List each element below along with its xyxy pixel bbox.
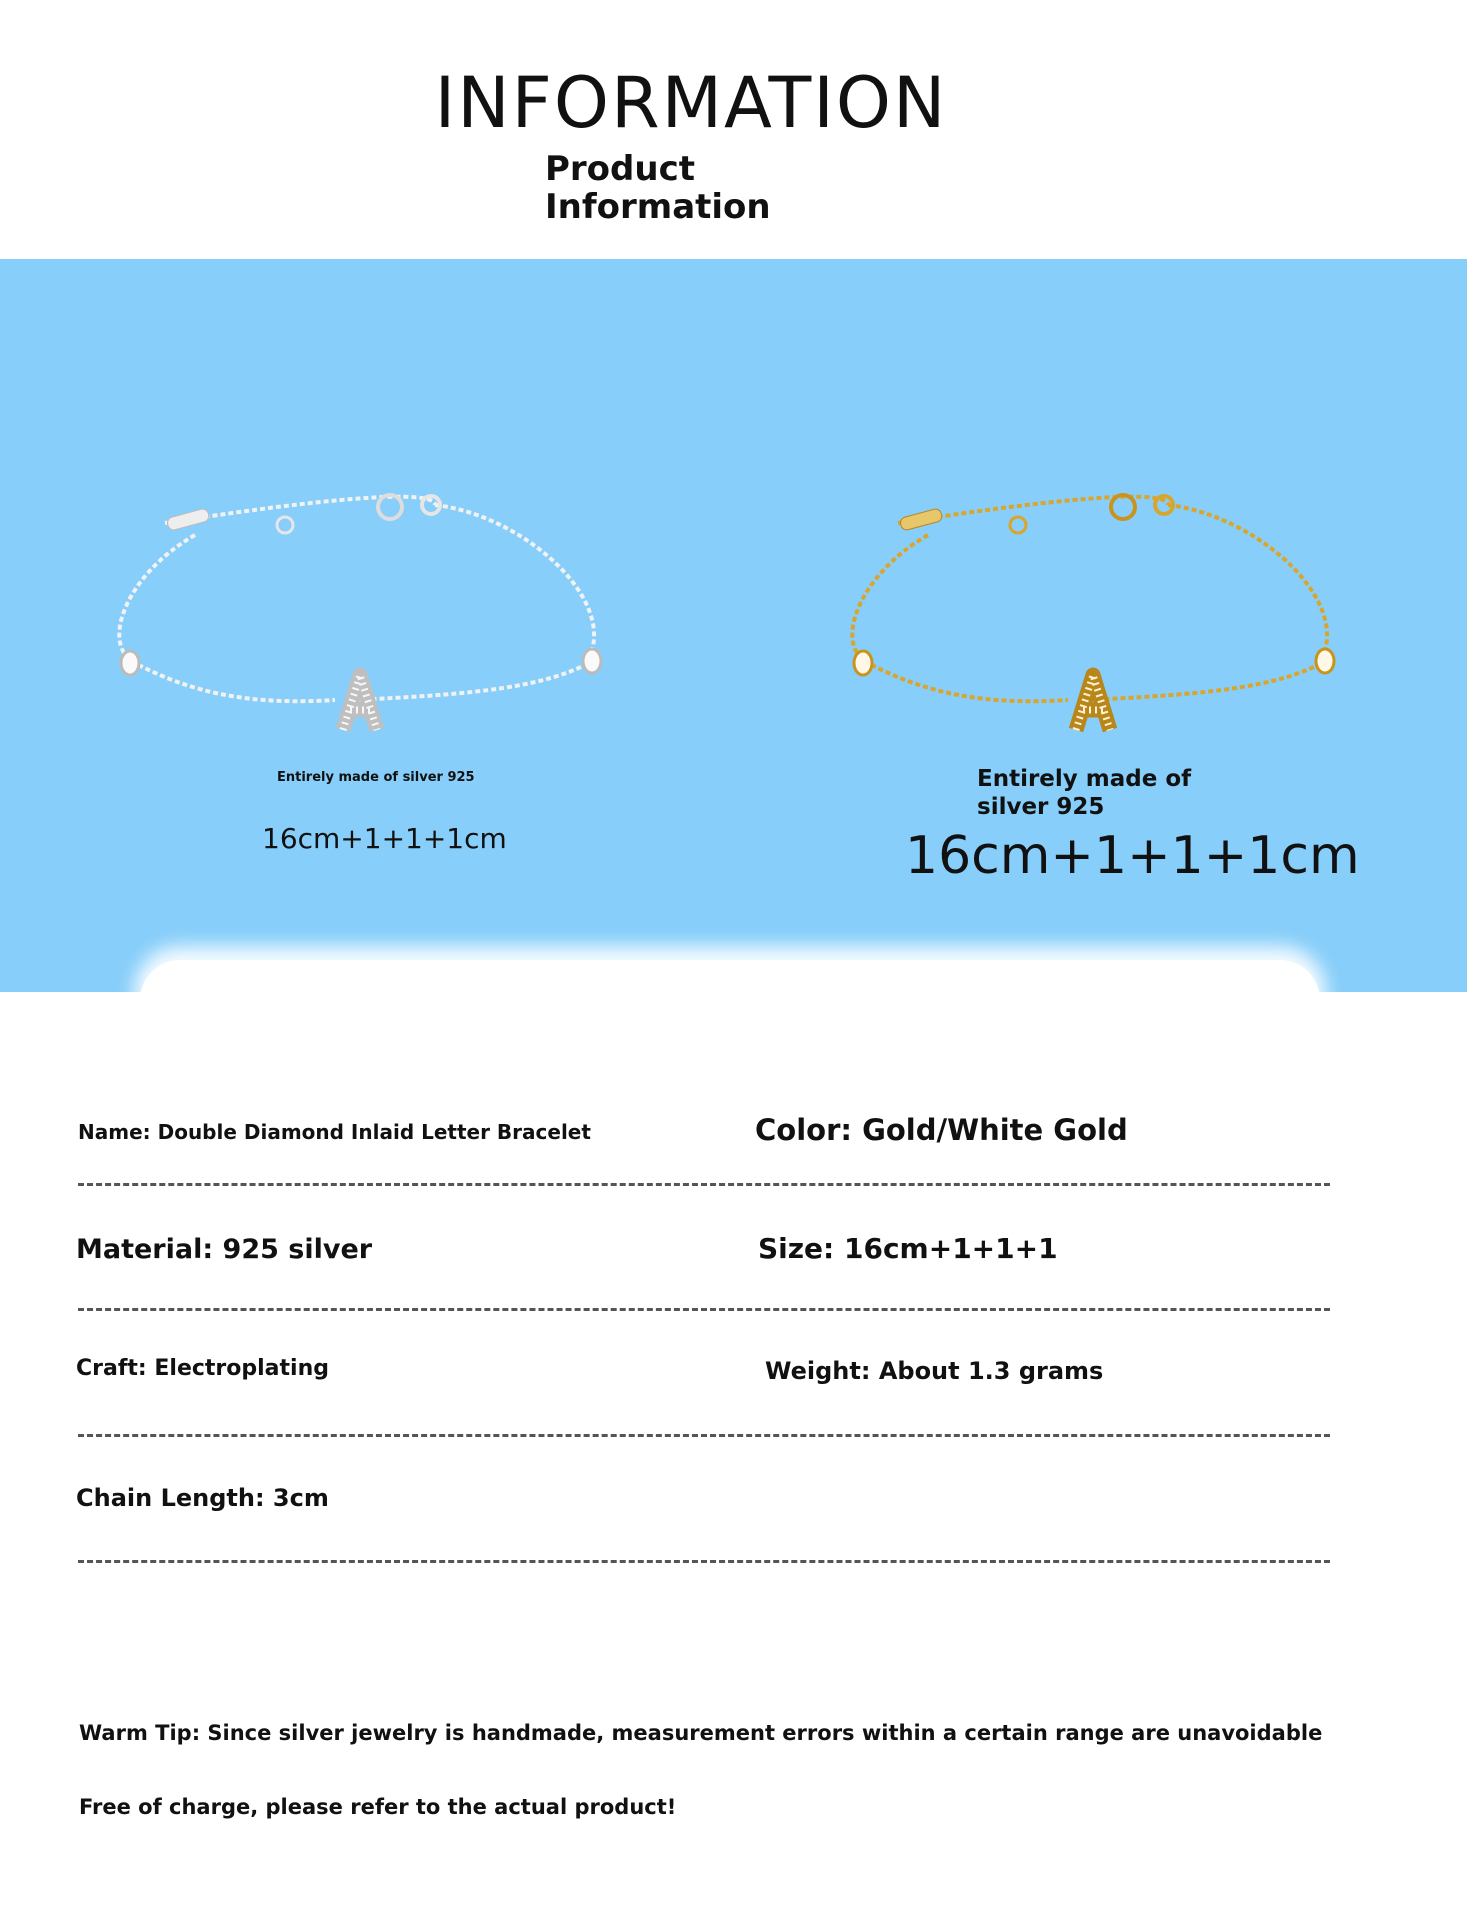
gold-bracelet-image [838,485,1358,745]
spec-color: Color: Gold/White Gold [755,1113,1128,1147]
spec-weight: Weight: About 1.3 grams [765,1357,1104,1385]
spec-craft: Craft: Electroplating [76,1356,329,1381]
warm-tip: Warm Tip: Since silver jewelry is handmade, measurement errors within a certain range are unavoidable [79,1721,1323,1745]
subtitle-line-1: Product [545,149,695,189]
spec-size: Size: 16cm+1+1+1 [758,1232,1058,1265]
divider [78,1308,1330,1311]
silver-bracelet-image [105,485,625,745]
banner-fade [140,960,1320,1020]
page-title: INFORMATION [434,62,948,144]
divider [78,1560,1330,1563]
spec-chain-length: Chain Length: 3cm [76,1484,329,1512]
gold-caption-line-1: Entirely made of [977,766,1192,792]
free-of-charge-note: Free of charge, please refer to the actual product! [79,1795,677,1819]
silver-size-label: 16cm+1+1+1cm [262,822,507,855]
gold-caption-line-2: silver 925 [977,794,1105,820]
spec-name: Name: Double Diamond Inlaid Letter Bracelet [78,1120,591,1144]
gold-size-label: 16cm+1+1+1cm [905,826,1360,886]
page-subtitle [545,150,771,226]
spec-material: Material: 925 silver [76,1234,373,1265]
silver-caption: Entirely made of silver 925 [277,770,475,785]
gold-caption [977,765,1217,821]
divider [78,1183,1330,1186]
subtitle-line-2: Information [545,187,771,227]
divider [78,1434,1330,1437]
